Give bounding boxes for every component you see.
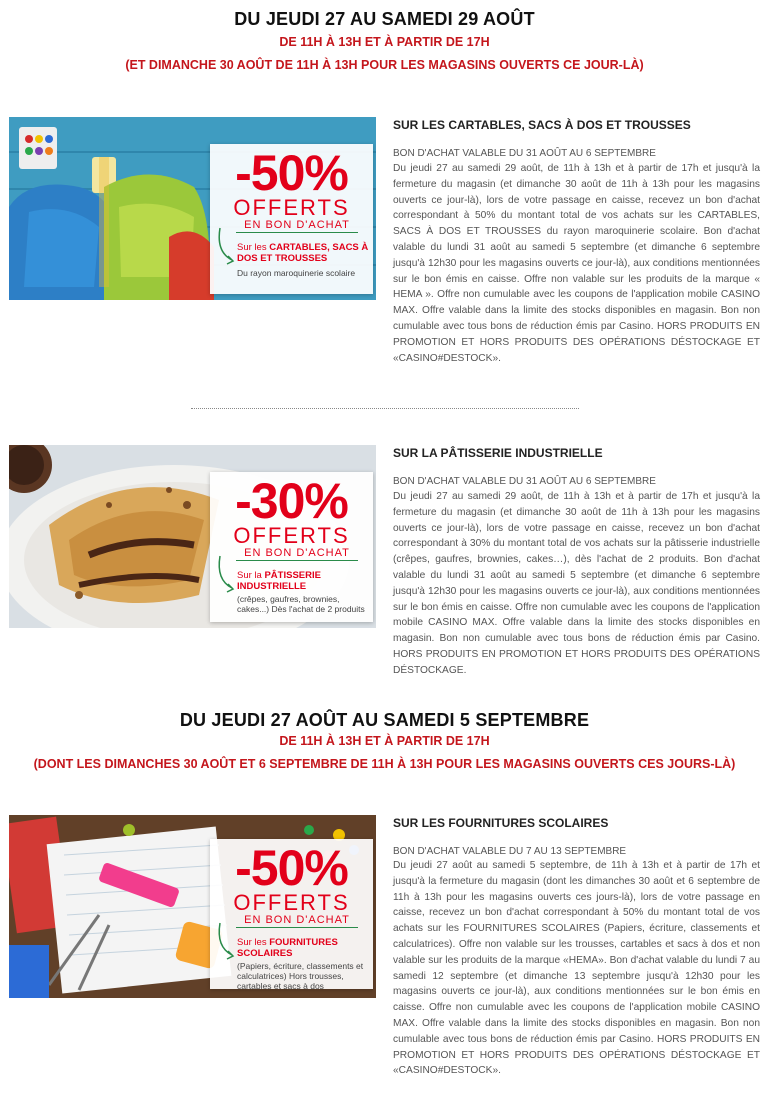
offer2-badge — [210, 472, 373, 622]
offer2-validity: BON D'ACHAT VALABLE DU 31 AOÛT AU 6 SEPTEMBRE — [393, 476, 656, 487]
section1-title: DU JEUDI 27 AU SAMEDI 29 AOÛT — [234, 9, 535, 29]
offer1-sur-bold: CARTABLES, SACS À DOS ET TROUSSES — [237, 242, 369, 264]
curved-arrow-icon — [214, 226, 238, 270]
divider — [191, 408, 579, 409]
offer1-badge — [210, 144, 373, 294]
offer3-validity: BON D'ACHAT VALABLE DU 7 AU 13 SEPTEMBRE — [393, 846, 627, 857]
offer1-sur-prefix: Sur les — [237, 242, 267, 253]
offer3-sur-prefix: Sur les — [237, 937, 267, 948]
offer2-sub: (crêpes, gaufres, brownies, cakes...) Dès l'achat de 2 produits — [237, 594, 365, 614]
offer3-sur-bold: FOURNITURES SCOLAIRES — [237, 937, 338, 959]
offer3-enbon: EN BON D'ACHAT — [236, 914, 358, 928]
offer1-image — [9, 117, 376, 300]
offer2-title: SUR LA PÂTISSERIE INDUSTRIELLE — [393, 446, 603, 460]
curved-arrow-icon — [214, 554, 238, 598]
offer1-offerts: OFFERTS — [233, 195, 350, 220]
offer2-sur-bold: PÂTISSERIE INDUSTRIELLE — [237, 570, 321, 592]
offer3-body: Du jeudi 27 août au samedi 5 septembre, de 11h à 13h et à partir de 17h et jusqu'à la fermeture du magasin (dont les dimanches 30 août et 6 septembre de 11h à 13h pour les magasins ouverts ces jours-là), lors de votre passage en caisse, recevez un bon d'achat correspondant à 50% du montant total de vos achats sur les FOURNITURES SCOLAIRES (Papiers, écriture, classements et calculatrices). Offre non valable sur les trousses, cartables et sacs à dos et non valable sur les produits de la marque «HEMA». Bon d'achat valable du lundi 7 au samedi 12 septembre (et dimanche 13 septembre jusqu'à 12h30 pour les magasins ouverts ce jour-là), aux conditions mentionnées sur le bon émis en caisse. Offre non cumulable avec les coupons de l'application mobile CASINO MAX. Offre valable dans la limite des stocks disponibles en magasin. Bon non cumulable avec tous bons de réduction émis par Casino. HORS PRODUITS EN PROMOTION ET HORS PRODUITS DES OPÉRATIONS DÉSTOCKAGE ET «CASINO#DESTOCK». — [393, 860, 760, 1077]
offer2-sur-prefix: Sur la — [237, 570, 262, 581]
curved-arrow-icon — [214, 921, 238, 965]
section2-note: (DONT LES DIMANCHES 30 AOÛT ET 6 SEPTEMBRE DE 11H À 13H POUR LES MAGASINS OUVERTS CES JOURS-LÀ) — [33, 757, 736, 771]
offer3-image — [9, 815, 376, 998]
section2-hours: DE 11H À 13H ET À PARTIR DE 17H — [279, 734, 490, 748]
offer2-body: Du jeudi 27 au samedi 29 août, de 11h à 13h et à partir de 17h et jusqu'à la fermeture du magasin (et dimanche 30 août de 11h à 13h pour les magasins ouverts ce jour-là), lors de votre passage en caisse, recevez un bon d'achat correspondant à 30% du montant total de vos achats sur la pâtisserie industrielle (crêpes, gaufres, brownies, cakes…), dès l'achat de 2 produits. Bon d'achat valable du lundi 31 août au samedi 5 septembre (et dimanche 6 septembre jusqu'à 12h30 pour les magasins ouverts ce jour-là), aux conditions mentionnées sur le bon émis en caisse. Offre non cumulable avec les coupons de l'application mobile CASINO MAX. Offre valable dans la limite des stocks disponibles en magasin. Bon non cumulable avec tous bons de réduction émis par Casino. HORS PRODUITS EN PROMOTION ET HORS PRODUITS DES OPÉRATIONS DÉSTOCKAGE. — [393, 491, 760, 676]
offer3-sur — [237, 938, 370, 959]
offer1-title: SUR LES CARTABLES, SACS À DOS ET TROUSSES — [393, 118, 691, 132]
offer1-validity: BON D'ACHAT VALABLE DU 31 AOÛT AU 6 SEPTEMBRE — [393, 148, 656, 159]
offer1-percent: -50% — [235, 145, 348, 201]
offer3-badge — [210, 839, 373, 989]
offer2-offerts: OFFERTS — [233, 523, 350, 548]
section1-hours: DE 11H À 13H ET À PARTIR DE 17H — [279, 35, 490, 49]
offer1-sur — [237, 243, 370, 264]
section2-title: DU JEUDI 27 AOÛT AU SAMEDI 5 SEPTEMBRE — [179, 710, 590, 730]
offer1-body: Du jeudi 27 au samedi 29 août, de 11h à 13h et à partir de 17h et jusqu'à la fermeture du magasin (et dimanche 30 août de 11h à 13h pour les magasins ouverts ce jour-là), lors de votre passage en caisse, recevez un bon d'achat correspondant à 50% du montant total de vos achats sur les CARTABLES, SACS À DOS ET TROUSSES du rayon maroquinerie scolaire. Bon d'achat valable du lundi 31 août au samedi 5 septembre (et dimanche 6 septembre jusqu'à 12h30 pour les magasins ouverts ce jour-là), aux conditions mentionnées sur le bon émis en caisse. Offre non valable sur les produits de la marque « HEMA ». Offre non cumulable avec les coupons de l'application mobile CASINO MAX. Offre valable dans la limite des stocks disponibles en magasin. Bon non cumulable avec tous bons de réduction émis par Casino. HORS PRODUITS EN PROMOTION ET HORS PRODUITS DES OPÉRATIONS DÉSTOCKAGE ET «CASINO#DESTOCK». — [393, 163, 760, 364]
offer1-sub: Du rayon maroquinerie scolaire — [237, 268, 356, 278]
offer3-percent: -50% — [235, 840, 348, 896]
offer1-enbon: EN BON D'ACHAT — [236, 219, 358, 233]
offer2-image — [9, 445, 376, 628]
offer2-percent: -30% — [235, 473, 348, 529]
offer3-sub: (Papiers, écriture, classements et calculatrices) Hors trousses, cartables et sacs à dos — [237, 961, 364, 991]
offer3-offerts: OFFERTS — [233, 890, 350, 915]
offer2-enbon: EN BON D'ACHAT — [236, 547, 358, 561]
offer3-title: SUR LES FOURNITURES SCOLAIRES — [393, 816, 609, 830]
offer2-sur — [237, 571, 370, 592]
section1-note: (ET DIMANCHE 30 AOÛT DE 11H À 13H POUR LES MAGASINS OUVERTS CE JOUR-LÀ) — [125, 58, 644, 72]
